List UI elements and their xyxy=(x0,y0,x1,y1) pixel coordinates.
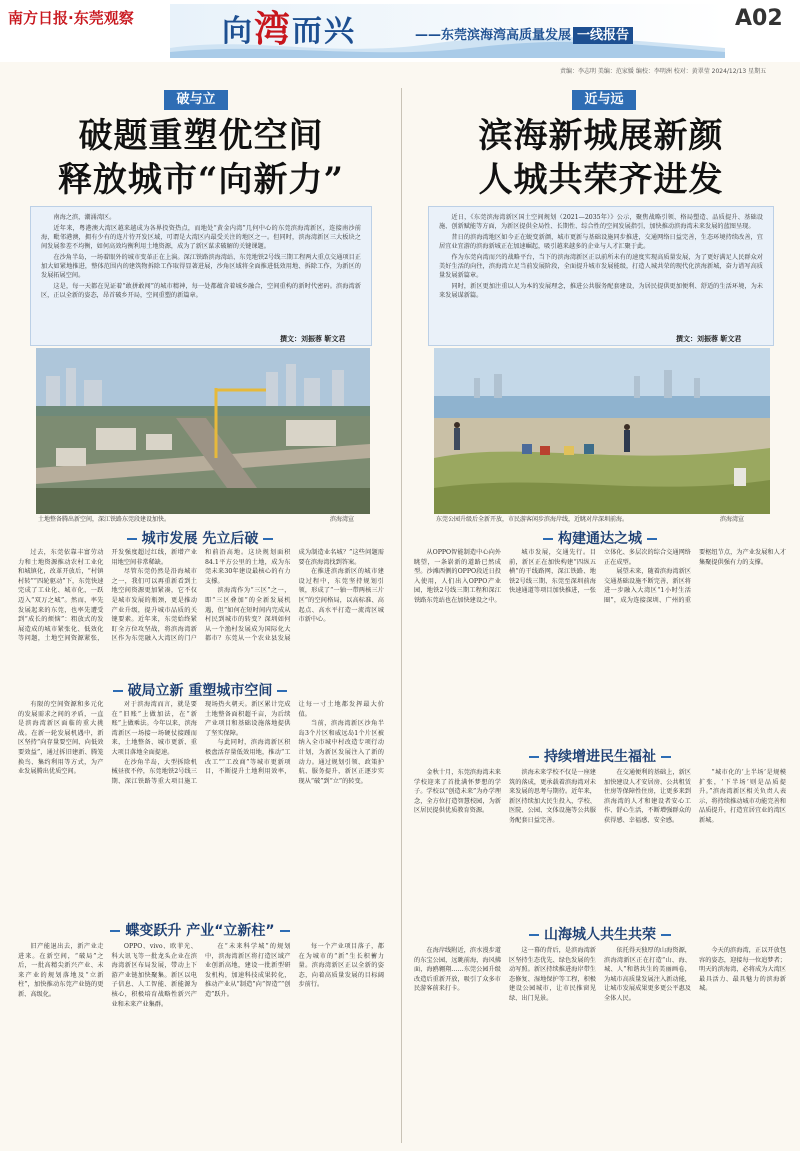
left-section1-title: 城市发展 先立后破 xyxy=(90,528,310,548)
left-section2-body: 有限的空间资源和多元化的发展需求之间的矛盾，一直是滨海湾新区面临的重大挑战。在新一轮发展机遇中，新区坚持“向存量要空间、向低效要效益”，通过拆旧建新、腾笼换鸟、集约利用等方式，为产业发展腾出优质空间。 对于滨海湾而言，就是要在“旧账”上做加法，在“新账”上做乘法。今年以来，滨海湾新区一场接一场硬仗接踵而来，土地整备、城市更新、重大项目落地全面提速。 在沙角半岛，大型拆除机械昼夜不停，东莞地铁2号线三期、深江铁路等重大项目施工现场热火朝天。新区累计完成土地整备面积超千亩，为后续产业项目和基础设施落地提供了坚实保障。 与此同时，滨海湾新区积极盘活存量低效用地，推动“工改工”“工改商”等城市更新项目，不断提升土地利用效率，让每一寸土地都发挥最大价值。 当前，滨海湾新区沙角半岛3个片区和威远岛1个片区被纳入全市城中村改造专项行动计划，为新区发展注入了新的动力。通过规划引领、政策护航、服务提升，新区正逐步实现从“破”到“立”的转变。 xyxy=(18,701,384,785)
paper-name: 南方日报·东莞观察 xyxy=(8,9,134,27)
left-lead-box: 南海之滨，潮涌湾区。 近年来，粤港澳大湾区越来越成为各界投资热点，而地处“黄金内湾”几何中心的东莞滨海湾新区，连接南沙前海，毗邻港澳，拥有少有的连片待开发区域，可谓是大湾区内最受关注的地区之一。但同时，滨海湾新区三大板块之间发展参差不均衡，如何高效均衡利用土地资源，成为了新区谋求破解的关键课题。 在沙角半岛，一场着眼外的城市变革正在上演。深江铁路滨海湾站、东莞地铁2号线三期工程两大重点交通项目正加大如紧地推进，整体范围内的建筑物拆除工作取得显著进展，沙角区域将全面推进低效用地、拆除工作，为新区的发展拓展空间。 这是，每一天都在见证着“敢拼敢闯”的城市精神，每一处都蕴含着城乡融合，空间重构的新时代密码。滨海湾新区，正以全新的姿态，昂首破乡开局，空间重塑的新篇章。 xyxy=(30,206,372,346)
banner-subtitle: ——东莞滨海湾高质量发展 一线报告 xyxy=(415,24,633,43)
right-headline: 滨海新城展新颜 人城共荣齐进发 xyxy=(478,116,724,200)
left-byline: 撰文：刘振蓉 靳文君 xyxy=(280,335,346,343)
right-section2-body: 金秋十月，东莞滨海湾未来学校迎来了首批满怀梦想的学子。学校以“创造未来”为办学理念，全方位打造智慧校园，为新区居民提供优质教育资源。 滨海未来学校不仅是一座建筑的落成，更承载着滨海湾对未来发展的思考与期待。近年来，新区持续加大民生投入，学校、医院、公园、文体设施等公共服务配套日益完善。 在交通便利的基础上，新区加快建设人才安居房、公共租赁住房等保障性住房，让更多来到滨海湾的人才和建设者安心工作、舒心生活，不断增强群众的获得感、幸福感、安全感。 “城市化的‘上半场’是规模扩张，‘下半场’则是品质提升。”滨海湾新区相关负责人表示，将持续推动城市功能完善和品质提升，打造宜居宜业的湾区新城。 xyxy=(414,769,786,824)
section-banner xyxy=(170,4,725,58)
right-section3-title: 山海城人共生共荣 xyxy=(490,924,710,944)
column-divider xyxy=(401,88,402,1143)
left-section1-body: 过去，东莞依靠丰富劳动力和土地资源推动农村工业化和城镇化，改革开放后，“村镇村转”“四轮驱动”下，东莞快速完成了工业化、城市化，一跃迈入“双万之城”。然而，率先发展起来的东莞，也率先遭受到“成长的烦恼”：粗放式的发展造成的城市紧张化、低效化等问题，土地空间资源紧张，开发强度超过红线，新增产业用地空间非常稀缺。 尽管东莞仍然是沿海城市之一，我们可以再重新看到土地空间资源更加紧凑，它不仅是城市发展的瓶颈，更是推动产业升级，提升城市品质的关键要素。近年来，东莞始终紧盯全方位攻坚战，将滨海湾新区作为东莞融入大湾区的门户和前沿高地。这块规划面积84.1平方公里的土地，成为东莞未来30年建设最核心的有力支撑。 滨海湾作为“三区”之一，即“三区叠加”的全新发展机遇，但“如何在短时间内完成从村民到城市的转变？深圳如何从一个渔村发展成为国际化大都市？东莞从一个农业县发展成为制造业名城？”这些问题需要在滨海湾找到答案。 在推进滨海新区的城市建设过程中，东莞坚持规划引领，形成了“一轴一带两核三片区”的空间格局，以高标准、高起点、高水平打造一流湾区城市新中心。 xyxy=(18,549,384,643)
right-photo-waterfront-park xyxy=(434,348,770,514)
page-number: A02 xyxy=(735,6,783,31)
right-kicker: 近与远 xyxy=(572,90,636,110)
left-section3-body: 旧产能退出去，新产业走进来。在新空间，“破局”之后，一批高精尖新兴产业、未来产业的规划落地及“立新柱”，加快推动东莞产业链的更新、高级化。 OPPO、vivo、欧菲光、科大讯飞等一批龙头企业在滨海湾新区布局发展，带动上下游产业链加快聚集。新区以电子信息、人工智能、新能源为核心，积极培育战略性新兴产业和未来产业集群。 在“未来科学城”的规划中，滨海湾新区将打造区域产业创新高地，建设一批新型研发机构，加速科技成果转化，推动产业从“制造”向“智造”“创造”跃升。 每一个产业项目落子，都在为城市的“新”生长积蓄力量。滨海湾新区正以全新的姿态，向着高质量发展的目标阔步前行。 xyxy=(18,943,384,1008)
banner-tag: 一线报告 xyxy=(573,27,633,44)
left-section3-title: 蝶变跃升 产业“立新柱” xyxy=(80,920,320,940)
right-lead-box: 近日，《东莞滨海湾新区国土空间规划（2021—2035年）》公示，聚焦战略引领、格局塑造、品质提升、基础设施、创新赋能等方面，为新区提供全局性、长期性、综合性的空间发展指引，加快推动滨海湾未来发展的蓝图呈现。 昔日的滨海湾地区如今正在蜕变新颜，城市更新与基础设施同步推进，交通网络日益完善，生态环境持续改善，宜居宜业宜游的滨海新城正在加速崛起，吸引越来越多的企业与人才汇聚于此。 作为东莞向湾而兴的战略平台，当下的滨海湾新区正以前所未有的速度实现高质量发展，为了更好满足人民群众对美好生活的向往，滨海湾立足当前发展阶段，全面提升城市发展能级，打造人城共荣的现代化滨海新城，奋力谱写高质量发展新篇章。 同时，新区更加注重以人为本的发展理念，推进公共服务配套建设，为居民提供更加便利、舒适的生活环境，为未来发展谋新篇。 xyxy=(428,206,774,346)
right-section2-title: 持续增进民生福祉 xyxy=(490,746,710,766)
left-headline: 破题重塑优空间 释放城市“向新力” xyxy=(57,116,345,200)
editor-line: 责编：李志明 美编：范家媛 编校：李明洲 校对：黄翠莹 2024/12/13 星期五 xyxy=(560,68,767,75)
right-photo-caption: 东莞公园升级后全新开放，市民游客闲步滨海岸线，近眺对岸深圳前海。 xyxy=(436,516,629,523)
right-byline: 撰文：刘振蓉 靳文君 xyxy=(676,335,742,343)
right-section3-body: 在海岸线附近，滨水漫步道的东宝公园，远眺前海，海风拂面，海鸥翱翔……东莞公园升级改造后重新开放，吸引了众多市民游客前来打卡。 这一幕的背后，是滨海湾新区坚持生态优先、绿色发展的生动写照。新区持续推进海岸带生态修复、湿地保护等工程，积极建设公园城市，让市民推窗见绿、出门见景。 依托得天独厚的山海资源，滨海湾新区正在打造“山、海、城、人”和谐共生的美丽画卷，为城市高质量发展注入新动能，让城市发展成果更多更公平惠及全体人民。 今天的滨海湾，正以开放包容的姿态，迎接每一位追梦者；明天的滨海湾，必将成为大湾区最具活力、最具魅力的滨海新城。 xyxy=(414,947,786,1002)
left-photo-caption: 土地整备腾出新空间，深江铁路东莞段建设加快。 xyxy=(38,516,171,523)
right-section1-title: 构建通达之城 xyxy=(500,528,700,548)
right-photo-credit: 滨海湾宣 xyxy=(720,516,745,523)
left-section2-title: 破局立新 重塑城市空间 xyxy=(80,680,320,700)
left-photo-construction-site xyxy=(36,348,370,514)
banner-title-highlight: 湾 xyxy=(254,9,293,50)
banner-title: 向湾而兴 xyxy=(222,9,357,50)
left-photo-credit: 滨海湾宣 xyxy=(330,516,355,523)
masthead xyxy=(0,0,800,62)
right-section1-body: 从OPPO智能制造中心向外眺望，一条崭新的道路已然成型。沙滩西侧的OPPO段近日投入使用，人们出入OPPO产业园，地铁2号线三期工程和深江铁路东莞站也在加快建设之中。 城市发展，交通先行。目前，新区正在加快构建“四纵五横”的干线路网，深江铁路、地铁2号线三期、东莞至深圳前海快速通道等项目加快推进，一张立体化、多层次的综合交通网络正在成型。 展望未来，随着滨海湾新区交通基础设施不断完善，新区将进一步融入大湾区“1小时生活圈”，成为连接深圳、广州的重要枢纽节点，为产业发展和人才集聚提供强有力的支撑。 xyxy=(414,549,786,604)
left-kicker: 破与立 xyxy=(164,90,228,110)
